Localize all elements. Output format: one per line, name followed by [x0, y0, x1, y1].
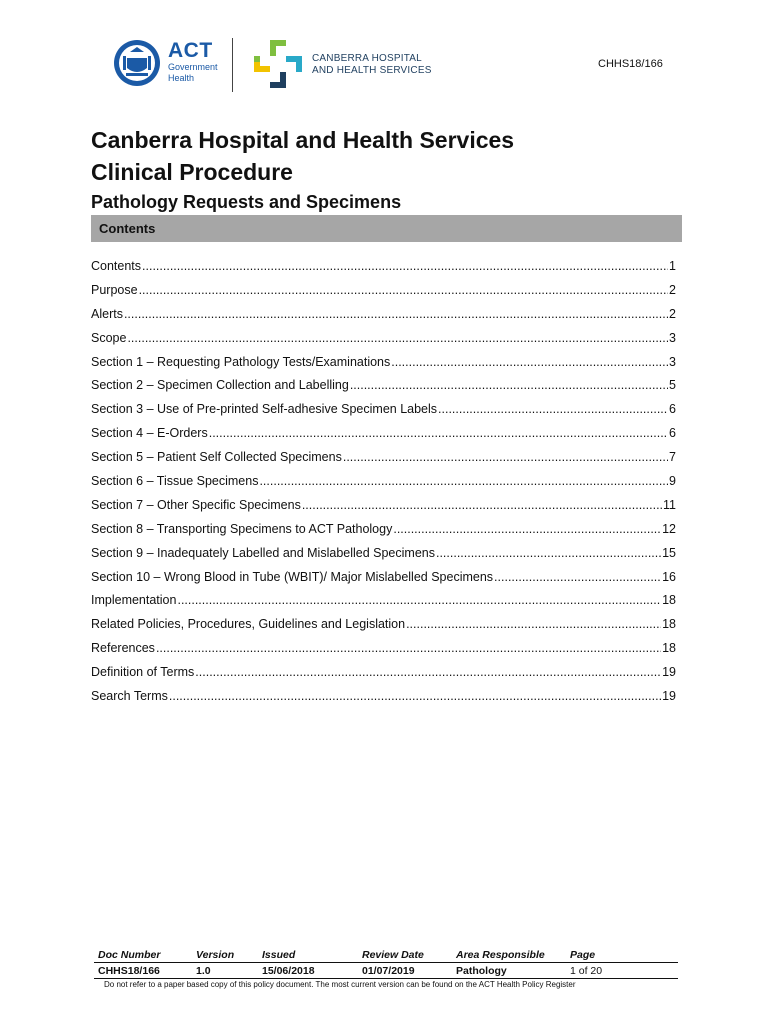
toc-entry-label: Alerts [91, 306, 123, 321]
toc-entry-label: Section 8 – Transporting Specimens to ACT Pathology [91, 521, 393, 536]
toc-entry-page: 2 [669, 306, 676, 321]
toc-dot-leader [406, 617, 661, 631]
toc-entry-label: Search Terms [91, 689, 168, 704]
document-footer [94, 948, 678, 979]
toc-entry[interactable] [91, 355, 676, 379]
toc-dot-leader [139, 283, 668, 297]
title-block [91, 124, 691, 214]
contents-heading-bar [91, 215, 682, 242]
toc-entry-label: Section 4 – E-Orders [91, 426, 208, 441]
footer-disclaimer: Do not refer to a paper based copy of this policy document. The most current version can be found on the ACT Health Policy Register [104, 980, 576, 989]
page-value: 1 of 20 [566, 963, 678, 979]
document-type: Clinical Procedure [91, 159, 293, 185]
toc-entry-page: 11 [663, 497, 676, 512]
toc-dot-leader [343, 450, 668, 464]
toc-entry-label: Purpose [91, 282, 138, 297]
toc-entry-page: 2 [669, 282, 676, 297]
toc-dot-leader [393, 522, 661, 536]
toc-entry-label: Section 9 – Inadequately Labelled and Mislabelled Specimens [91, 545, 435, 560]
doc-number-header: Doc Number [94, 948, 192, 963]
toc-entry-label: Definition of Terms [91, 665, 195, 680]
toc-entry-label: Section 3 – Use of Pre-printed Self-adhesive Specimen Labels [91, 402, 438, 417]
act-logo-word: ACT [168, 39, 213, 62]
toc-entry-label: Section 10 – Wrong Blood in Tube (WBIT)/ Major Mislabelled Specimens [91, 569, 494, 584]
document-title: Canberra Hospital and Health Services [91, 127, 515, 153]
toc-entry-page: 18 [662, 617, 676, 632]
toc-entry-page: 6 [669, 426, 676, 441]
area-responsible-value: Pathology [452, 963, 566, 979]
document-subtitle: Pathology Requests and Specimens [91, 192, 402, 212]
chhs-logo-text [312, 53, 432, 77]
toc-dot-leader [124, 307, 668, 321]
toc-entry[interactable] [91, 617, 676, 641]
toc-entry-label: References [91, 641, 155, 656]
review-date-value: 01/07/2019 [358, 963, 452, 979]
act-logo-government: Government [168, 62, 218, 72]
toc-entry-page: 6 [669, 402, 676, 417]
toc-entry-page: 15 [662, 545, 676, 560]
toc-entry-page: 19 [662, 689, 676, 704]
toc-entry[interactable] [91, 402, 676, 426]
toc-entry[interactable] [91, 450, 676, 474]
act-logo-text [168, 40, 218, 84]
toc-entry-page: 18 [662, 593, 676, 608]
toc-entry-page: 9 [669, 474, 676, 489]
toc-entry[interactable] [91, 665, 676, 689]
toc-entry-label: Related Policies, Procedures, Guidelines and Legislation [91, 617, 406, 632]
toc-dot-leader [436, 546, 661, 560]
toc-entry[interactable] [91, 593, 676, 617]
toc-entry[interactable] [91, 522, 676, 546]
toc-entry-page: 1 [669, 259, 676, 273]
toc-entry-label: Section 7 – Other Specific Specimens [91, 497, 301, 512]
toc-dot-leader [195, 665, 661, 679]
toc-dot-leader [209, 426, 668, 440]
toc-entry[interactable] [91, 307, 676, 331]
toc-entry-label: Section 5 – Patient Self Collected Specimens [91, 450, 342, 465]
page-header [0, 0, 768, 110]
toc-dot-leader [494, 570, 661, 584]
footer-header-row [94, 948, 678, 963]
document-control-table [94, 948, 678, 979]
act-government-health-logo [112, 36, 242, 92]
toc-entry[interactable] [91, 689, 676, 713]
version-value: 1.0 [192, 963, 258, 979]
review-date-header: Review Date [358, 948, 452, 963]
toc-entry-label: Section 6 – Tissue Specimens [91, 474, 259, 489]
page-header-cell: Page [566, 948, 678, 963]
toc-dot-leader [391, 355, 668, 369]
toc-entry[interactable] [91, 283, 676, 307]
toc-entry-label: Section 1 – Requesting Pathology Tests/Examinations [91, 354, 391, 369]
chhs-logo [252, 38, 452, 94]
toc-entry-page: 5 [669, 378, 676, 393]
logo-divider [232, 38, 233, 92]
toc-entry[interactable] [91, 259, 676, 283]
toc-entry-label: Contents [91, 259, 142, 273]
act-logo-health: Health [168, 73, 195, 83]
issued-value: 15/06/2018 [258, 963, 358, 979]
toc-entry-page: 16 [662, 569, 676, 584]
act-coat-of-arms-icon [112, 38, 162, 88]
footer-value-row [94, 963, 678, 979]
toc-dot-leader [177, 593, 661, 607]
issued-header: Issued [258, 948, 358, 963]
chhs-logo-line1: CANBERRA HOSPITAL [312, 53, 422, 64]
toc-dot-leader [350, 378, 668, 392]
toc-entry[interactable] [91, 546, 676, 570]
toc-entry-page: 12 [662, 521, 676, 536]
contents-heading: Contents [99, 221, 156, 236]
toc-entry[interactable] [91, 474, 676, 498]
toc-dot-leader [259, 474, 668, 488]
toc-entry[interactable] [91, 426, 676, 450]
toc-entry-label: Section 2 – Specimen Collection and Labelling [91, 378, 349, 393]
toc-entry-page: 18 [662, 641, 676, 656]
toc-dot-leader [156, 641, 661, 655]
segmented-cross-icon [252, 38, 304, 90]
toc-entry[interactable] [91, 378, 676, 402]
toc-entry-page: 19 [662, 665, 676, 680]
toc-entry-page: 3 [669, 330, 676, 345]
toc-entry-label: Implementation [91, 593, 177, 608]
toc-dot-leader [127, 331, 668, 345]
toc-entry-page: 3 [669, 354, 676, 369]
toc-dot-leader [169, 689, 661, 703]
toc-entry-label: Scope [91, 330, 127, 345]
toc-dot-leader [142, 259, 668, 273]
toc-entry[interactable] [91, 331, 676, 355]
toc-entry-page: 7 [669, 450, 676, 465]
toc-dot-leader [302, 498, 662, 512]
doc-number-value: CHHS18/166 [94, 963, 192, 979]
toc-entry[interactable] [91, 570, 676, 594]
chhs-logo-line2: AND HEALTH SERVICES [312, 65, 432, 76]
table-of-contents [91, 259, 676, 713]
toc-entry[interactable] [91, 641, 676, 665]
toc-entry[interactable] [91, 498, 676, 522]
area-responsible-header: Area Responsible [452, 948, 566, 963]
version-header: Version [192, 948, 258, 963]
toc-dot-leader [438, 402, 668, 416]
document-reference: CHHS18/166 [598, 58, 663, 70]
